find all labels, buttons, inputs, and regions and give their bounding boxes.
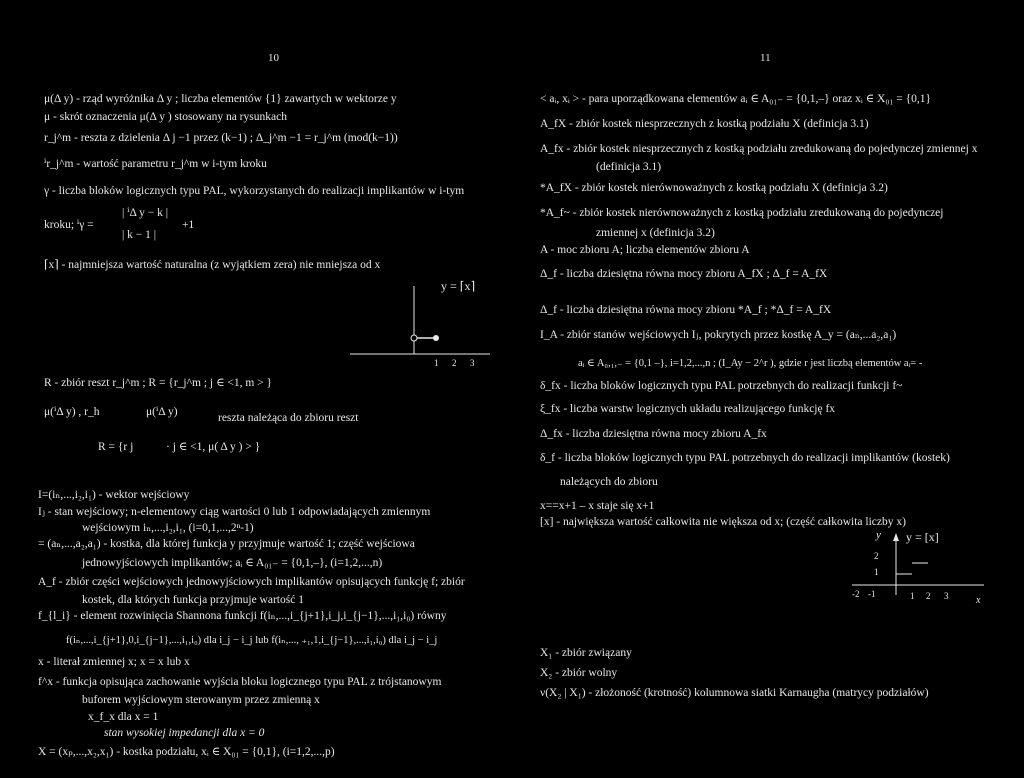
- definition-line: x_f_x dla x = 1: [88, 711, 159, 723]
- tick-label: -1: [868, 589, 876, 599]
- definition-line: I_A - zbiór stanów wejściowych Iⱼ, pokrytych przez kostkę A_y = (aₙ,...a₂,a₁): [540, 329, 897, 341]
- axis-y-label: y: [876, 529, 881, 541]
- tick-label: 2: [926, 591, 931, 601]
- definition-line: stan wysokiej impedancji dla x = 0: [104, 727, 265, 739]
- definition-line: ν(X₂ | X₁) - złożoność (krotność) kolumnowa siatki Karnaugha (matrycy podziałów): [540, 687, 929, 699]
- definition-line: jednowyjściowych implikantów; aᵢ ∈ A₀₁₋ = {0,1,–}, (i=1,2,...,n): [82, 557, 383, 569]
- definition-line: kroku; ⁱγ =: [44, 219, 94, 231]
- right-page: [512, 0, 1024, 778]
- definition-line: μ - skrót oznaczenia μ(Δ y ) stosowany na rysunkach: [44, 111, 287, 123]
- definition-line: (definicja 3.1): [596, 161, 662, 173]
- definition-line: f^x - funkcja opisująca zachowanie wyjścia bloku logicznego typu PAL z trójstanowym: [38, 676, 442, 688]
- formula-denominator: | k − 1 |: [122, 229, 157, 241]
- definition-line: R = {r j: [98, 441, 134, 453]
- definition-line: A_fX - zbiór kostek niesprzecznych z kostką podziału X (definicja 3.1): [540, 118, 869, 130]
- definition-line: X₂ - zbiór wolny: [540, 667, 618, 679]
- definition-line: δ_fx - liczba bloków logicznych typu PAL potrzebnych do realizacji funkcji f~: [540, 380, 903, 392]
- tick-label: 1: [434, 358, 439, 368]
- definition-line: μ(ⁱΔ y): [146, 406, 178, 418]
- definition-line: Δ_fx - liczba dziesiętna równa mocy zbioru A_fx: [540, 428, 767, 440]
- definition-line: kostek, dla których funkcja przyjmuje wartość 1: [82, 594, 304, 606]
- definition-line: · j ∈ <1, μ( Δ y ) > }: [166, 441, 261, 453]
- tick-label: 2: [452, 358, 457, 368]
- definition-line: Iⱼ - stan wejściowy; n-elementowy ciąg wartości 0 lub 1 odpowiadających zmiennym: [38, 506, 431, 518]
- definition-line: [x] - największa wartość całkowita nie większa od x; (część całkowita liczby x): [540, 516, 906, 528]
- definition-line: μ(Δ y) - rząd wyróżnika Δ y ; liczba elementów {1} zawartych w wektorze y: [44, 93, 397, 105]
- definition-line: zmiennej x (definicja 3.2): [596, 227, 715, 239]
- definition-line: Δ_f - liczba dziesiętna równa mocy zbioru *A_f ; *Δ_f = A_fX: [540, 304, 832, 316]
- definition-line: γ - liczba bloków logicznych typu PAL, wykorzystanych do realizacji implikantów w i-tym: [44, 185, 465, 197]
- definition-line: r_j^m - reszta z dzielenia Δ j −1 przez (k−1) ; Δ_j^m −1 = r_j^m (mod(k−1)): [44, 132, 398, 144]
- definition-line: X₁ - zbiór związany: [540, 647, 632, 659]
- definition-line: ⁱr_j^m - wartość parametru r_j^m w i-tym kroku: [44, 158, 267, 170]
- ceiling-function-figure: [340, 278, 500, 368]
- definition-line: < aᵢ, xᵢ > - para uporządkowana elementów aᵢ ∈ A₀₁₋ = {0,1,–} oraz xᵢ ∈ X₀₁ = {0,1}: [540, 93, 932, 105]
- formula-term: +1: [182, 219, 195, 231]
- definition-line: μ(ⁱΔ y) , r_h: [44, 406, 100, 418]
- definition-line: *A_f~ - zbiór kostek nierównoważnych z kostką podziału zredukowaną do pojedynczej: [540, 207, 944, 219]
- page-number: 11: [760, 52, 771, 64]
- definition-line: Δ_f - liczba dziesiętna równa mocy zbioru A_fX ; Δ_f = A_fX: [540, 268, 828, 280]
- formula-numerator: | ⁱΔ y − k |: [122, 207, 169, 219]
- axis-x-label: x: [976, 595, 981, 606]
- definition-line: X = (xₚ,...,x₂,x₁) - kostka podziału, xᵢ ∈ X₀₁ = {0,1}, (i=1,2,...,p): [38, 746, 335, 758]
- figure-label: y = ⌈x⌉: [441, 279, 476, 293]
- definition-line: A_f - zbiór części wejściowych jednowyjściowych implikantów opisujących funkcję f; zbiór: [38, 576, 465, 588]
- definition-line: f(iₙ,...,i_{j+1},0,i_{j−1},...,i₁,i₀) dla i_j − i_j lub f(iₙ,..., ₊₁,1,i_{j−1},...,i₁,i₀) dla i_j − i_j: [66, 635, 438, 646]
- figure-label: y = [x]: [906, 530, 939, 544]
- definition-line: ξ_fx - liczba warstw logicznych układu realizującego funkcję fx: [540, 403, 836, 415]
- definition-line: należących do zbioru: [560, 476, 658, 488]
- definition-line: wejściowym iₙ,...,i₂,i₁, (i=0,1,...,2ⁿ-1): [82, 522, 254, 534]
- tick-label: 2: [874, 551, 879, 561]
- tick-label: 1: [910, 591, 915, 601]
- definition-line: x - literał zmiennej x; x = x lub x: [38, 656, 190, 668]
- tick-label: 3: [470, 358, 475, 368]
- definition-line: aᵢ ∈ A₀,₁,₋ = {0,1 –}, i=1,2,...,n ; (I_Ay − 2^r ), gdzie r jest liczbą elementów aᵢ= -: [578, 358, 923, 369]
- floor-function-figure: [852, 525, 1022, 610]
- tick-label: -2: [852, 589, 860, 599]
- definition-line: reszta należąca do zbioru reszt: [218, 412, 359, 424]
- definition-line: *A_fX - zbiór kostek nierównoważnych z kostką podziału X (definicja 3.2): [540, 182, 888, 194]
- definition-line: δ_f - liczba bloków logicznych typu PAL potrzebnych do realizacji implikantów (kostek): [540, 452, 950, 464]
- definition-line: f_{l_i} - element rozwinięcia Shannona funkcji f(iₙ,...,i_{j+1},i_j,i_{j−1},...,i₁,i₀) równy: [38, 610, 447, 622]
- tick-label: 3: [944, 591, 949, 601]
- definition-line: I=(iₙ,...,i₂,i₁) - wektor wejściowy: [38, 489, 190, 501]
- definition-line: ⌈x⌉ - najmniejsza wartość naturalna (z wyjątkiem zera) nie mniejsza od x: [44, 259, 381, 271]
- definition-line: x==x+1 – x staje się x+1: [540, 500, 655, 512]
- definition-line: A - moc zbioru A; liczba elementów zbioru A: [540, 244, 750, 256]
- page-number: 10: [268, 52, 279, 64]
- definition-line: = (aₙ,...,a₂,a₁) - kostka, dla której funkcja y przyjmuje wartość 1; część wejściowa: [38, 538, 415, 550]
- definition-line: R - zbiór reszt r_j^m ; R = {r_j^m ; j ∈ <1, m > }: [44, 377, 273, 389]
- definition-line: A_fx - zbiór kostek niesprzecznych z kostką podziału zredukowaną do pojedynczej zmiennej x: [540, 143, 978, 155]
- definition-line: buforem wyjściowym sterowanym przez zmienną x: [82, 694, 320, 706]
- tick-label: 1: [874, 567, 879, 577]
